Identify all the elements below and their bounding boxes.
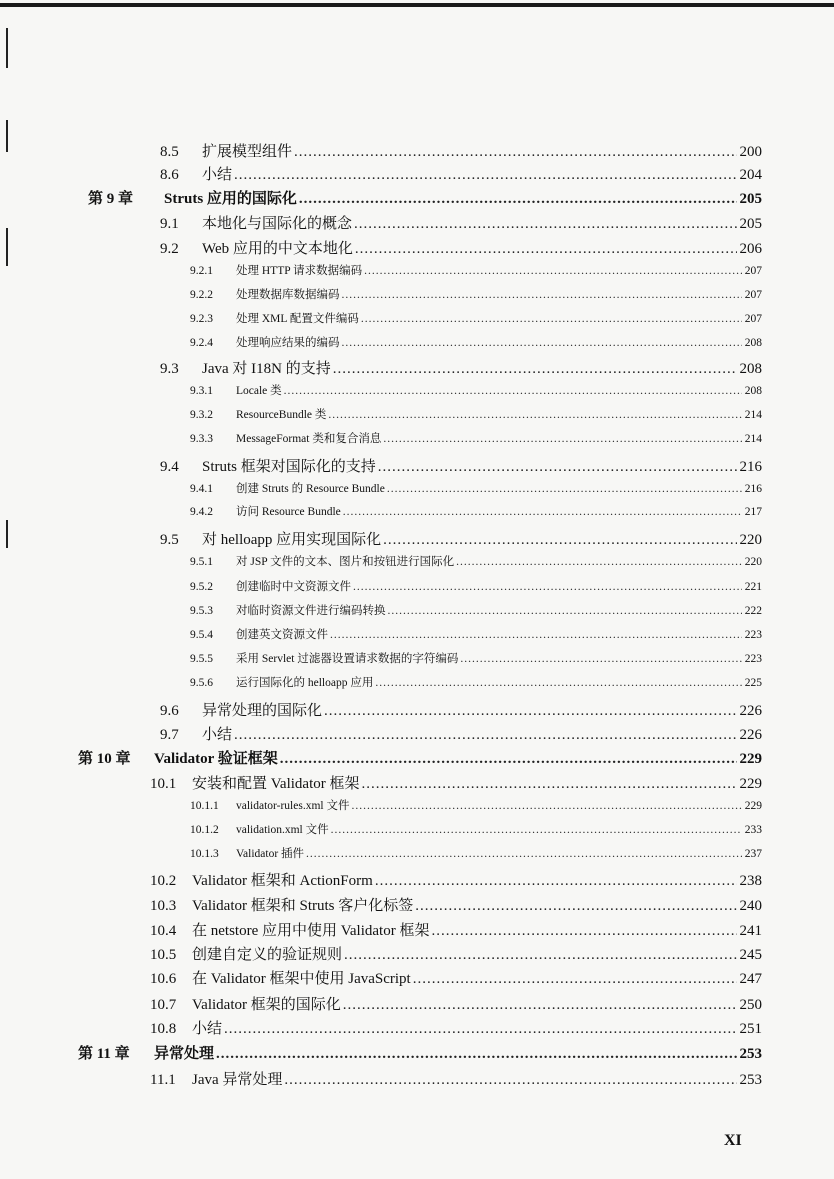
toc-entry [190,845,762,861]
toc-entry-title: 处理数据库数据编码 [236,289,340,301]
toc-entry-number: 9.3.1 [190,385,213,397]
toc-entry-number: 9.2.3 [190,313,213,325]
toc-entry [78,1042,762,1063]
toc-entry-page: 207 [744,265,762,277]
toc-entry-title: 扩展模型组件 [202,144,293,160]
toc-entry-number: 10.1.2 [190,824,219,836]
toc-entry-page: 208 [744,385,762,397]
toc-entry-title: 异常处理 [154,1046,215,1062]
toc-entry [190,480,762,496]
toc-entry [190,334,762,350]
toc-entry [190,674,762,690]
dot-leader [224,1021,736,1038]
toc-entry [150,894,762,915]
dot-leader [375,873,737,890]
toc-entry-number: 9.3.2 [190,409,213,421]
toc-entry [150,919,762,940]
toc-entry [190,602,762,618]
toc-entry-page: 251 [739,1021,762,1037]
toc-entry-title: 对临时资源文件进行编码转换 [236,605,386,617]
toc-entry-number: 第 11 章 [78,1046,130,1062]
dot-leader [306,848,742,860]
toc-entry-page: 223 [744,653,762,665]
toc-entry-number: 9.3.3 [190,433,213,445]
dot-leader [388,605,742,617]
dot-leader [456,556,742,568]
toc-entry-title: Java 异常处理 [192,1072,283,1088]
toc-entry-page: 253 [739,1046,762,1062]
dot-leader [330,629,742,641]
toc-entry-title: Web 应用的中文本地化 [202,241,353,257]
toc-entry [190,310,762,326]
toc-entry-page: 237 [744,848,762,860]
toc-entry [190,578,762,594]
dot-leader [413,971,737,988]
toc-entry-page: 208 [739,361,762,377]
toc-entry-number: 11.1 [150,1072,176,1088]
toc-entry [150,943,762,964]
toc-entry-number: 9.5.5 [190,653,213,665]
toc-entry-page: 221 [744,581,762,593]
toc-entry-number: 9.2.2 [190,289,213,301]
toc-entry-page: 214 [744,433,762,445]
toc-entry [160,723,762,744]
toc-entry [190,262,762,278]
dot-leader [343,997,737,1014]
toc-entry-number: 9.5.2 [190,581,213,593]
toc-entry [190,286,762,302]
toc-entry [190,821,762,837]
toc-entry [160,357,762,378]
dot-leader [280,751,737,768]
toc-entry-page: 247 [739,971,762,987]
toc-entry-page: 207 [744,289,762,301]
toc-entry [160,528,762,549]
toc-entry-number: 9.4 [160,459,179,475]
toc-entry-title: Struts 应用的国际化 [164,191,297,207]
toc-entry [160,163,762,184]
toc-entry-page: 220 [744,556,762,568]
toc-entry-number: 9.6 [160,703,179,719]
toc-entry-title: 处理 XML 配置文件编码 [236,313,359,325]
toc-entry-number: 9.4.1 [190,483,213,495]
dot-leader [431,923,736,940]
toc-entry-number: 10.3 [150,898,177,914]
toc-entry-page: 208 [744,337,762,349]
toc-entry [190,650,762,666]
toc-entry-title: 采用 Servlet 过滤器设置请求数据的字符编码 [236,653,459,665]
toc-entry-title: ResourceBundle 类 [236,409,327,421]
toc-entry-number: 10.1.1 [190,800,219,812]
dot-leader [324,703,736,720]
toc-entry [150,1068,762,1089]
toc-entry-title: 处理 HTTP 请求数据编码 [236,265,363,277]
toc-entry-number: 8.6 [160,167,179,183]
toc-entry-title: 异常处理的国际化 [202,703,323,719]
toc-entry-page: 241 [739,923,762,939]
dot-leader [294,144,736,161]
toc-entry-number: 第 10 章 [78,751,131,767]
toc-entry-page: 222 [744,605,762,617]
toc-entry [190,382,762,398]
toc-entry [150,1017,762,1038]
dot-leader [299,191,737,208]
toc-entry [78,747,762,768]
toc-entry-title: Java 对 I18N 的支持 [202,361,331,377]
toc-entry-title: 处理响应结果的编码 [236,337,340,349]
toc-entry-title: validation.xml 文件 [236,824,329,836]
toc-entry-title: 运行国际化的 helloapp 应用 [236,677,374,689]
toc-entry-page: 229 [744,800,762,812]
toc-entry-page: 225 [744,677,762,689]
toc-entry-number: 10.1.3 [190,848,219,860]
dot-leader [344,947,736,964]
toc-entry [190,553,762,569]
toc-entry-page: 233 [744,824,762,836]
toc-entry-title: 对 helloapp 应用实现国际化 [202,532,382,548]
toc-entry [190,797,762,813]
toc-entry-page: 220 [739,532,762,548]
toc-entry-number: 8.5 [160,144,179,160]
toc-entry-title: validator-rules.xml 文件 [236,800,350,812]
toc-entry-page: 223 [744,629,762,641]
toc-entry-title: Validator 框架和 ActionForm [192,873,373,889]
toc-entry-number: 9.7 [160,727,179,743]
toc-entry-number: 10.1 [150,776,177,792]
toc-entry [150,869,762,890]
dot-leader [216,1046,736,1063]
toc-entry-number: 9.4.2 [190,506,213,518]
toc-entry-page: 229 [739,751,762,767]
dot-leader [342,289,742,301]
toc-entry-title: Validator 框架的国际化 [192,997,341,1013]
dot-leader [415,898,736,915]
dot-leader [361,313,742,325]
toc-entry-page: 216 [744,483,762,495]
toc-entry-page: 207 [744,313,762,325]
toc-entry-title: 本地化与国际化的概念 [202,216,353,232]
toc-entry-page: 229 [739,776,762,792]
dot-leader [354,216,736,233]
toc-entry-title: 对 JSP 文件的文本、图片和按钮进行国际化 [236,556,455,568]
toc-entry-page: 200 [739,144,762,160]
page-number: XI [724,1132,742,1149]
toc-entry [190,626,762,642]
toc-entry-title: 创建自定义的验证规则 [192,947,343,963]
dot-leader [351,800,741,812]
toc-entry-number: 9.5.3 [190,605,213,617]
dot-leader [460,653,741,665]
dot-leader [355,241,737,258]
toc-entry-number: 9.5.6 [190,677,213,689]
toc-entry-title: 创建英文资源文件 [236,629,328,641]
toc-entry-title: Validator 插件 [236,848,305,860]
toc-entry-number: 9.5.4 [190,629,213,641]
toc-entry-title: 小结 [202,727,233,743]
toc-entry [190,430,762,446]
dot-leader [234,167,736,184]
toc-entry-title: Validator 框架和 Struts 客户化标签 [192,898,414,914]
dot-leader [342,337,742,349]
toc-entry [160,212,762,233]
dot-leader [364,265,742,277]
toc-entry-title: 小结 [202,167,233,183]
toc-entry [160,455,762,476]
toc-entry [150,993,762,1014]
toc-entry-page: 205 [739,216,762,232]
toc-entry [190,503,762,519]
dot-leader [284,1072,736,1089]
toc-entry-number: 第 9 章 [88,191,134,207]
toc-entry [190,406,762,422]
toc-entry-number: 10.7 [150,997,177,1013]
toc-entry-number: 9.3 [160,361,179,377]
toc-entry-page: 245 [739,947,762,963]
toc-entry [150,772,762,793]
toc-entry-number: 10.4 [150,923,177,939]
toc-entry-number: 10.6 [150,971,177,987]
toc-entry [160,699,762,720]
toc-entry-number: 9.1 [160,216,179,232]
dot-leader [375,677,741,689]
toc-entry [160,237,762,258]
toc-entry-title: 在 netstore 应用中使用 Validator 框架 [192,923,430,939]
dot-leader [331,824,742,836]
toc-entry-page: 250 [739,997,762,1013]
dot-leader [383,433,741,445]
toc-entry-number: 10.2 [150,873,177,889]
dot-leader [383,532,736,549]
toc-entry-number: 9.5.1 [190,556,213,568]
toc-entry-title: 小结 [192,1021,223,1037]
toc-entry-page: 226 [739,727,762,743]
toc-entry-number: 9.2 [160,241,179,257]
toc-entry-page: 226 [739,703,762,719]
dot-leader [361,776,736,793]
toc-entry-title: Locale 类 [236,385,282,397]
toc-entry [150,967,762,988]
dot-leader [333,361,737,378]
toc-entry-title: 安装和配置 Validator 框架 [192,776,360,792]
toc-entry-page: 240 [739,898,762,914]
toc-entry-page: 214 [744,409,762,421]
toc-entry [160,140,762,161]
toc-entry-page: 205 [739,191,762,207]
toc-entry-number: 10.8 [150,1021,177,1037]
toc-entry [88,187,762,208]
toc-entry-page: 206 [739,241,762,257]
dot-leader [328,409,741,421]
toc-entry-page: 238 [739,873,762,889]
toc-entry-number: 9.2.4 [190,337,213,349]
dot-leader [234,727,736,744]
toc-entry-number: 10.5 [150,947,177,963]
toc-entry-title: 创建 Struts 的 Resource Bundle [236,483,385,495]
toc-entry-title: 访问 Resource Bundle [236,506,341,518]
dot-leader [284,385,742,397]
dot-leader [387,483,742,495]
toc-entry-title: 创建临时中文资源文件 [236,581,351,593]
toc-entry-page: 217 [744,506,762,518]
dot-leader [378,459,737,476]
toc-entry-page: 216 [739,459,762,475]
toc-entry-title: MessageFormat 类和复合消息 [236,433,382,445]
toc-entry-number: 9.5 [160,532,179,548]
toc-entry-page: 253 [739,1072,762,1088]
toc-entry-title: Struts 框架对国际化的支持 [202,459,376,475]
toc-entry-page: 204 [739,167,762,183]
toc-entry-number: 9.2.1 [190,265,213,277]
dot-leader [343,506,742,518]
toc-entry-title: Validator 验证框架 [154,751,278,767]
dot-leader [353,581,742,593]
toc-entry-title: 在 Validator 框架中使用 JavaScript [192,971,411,987]
